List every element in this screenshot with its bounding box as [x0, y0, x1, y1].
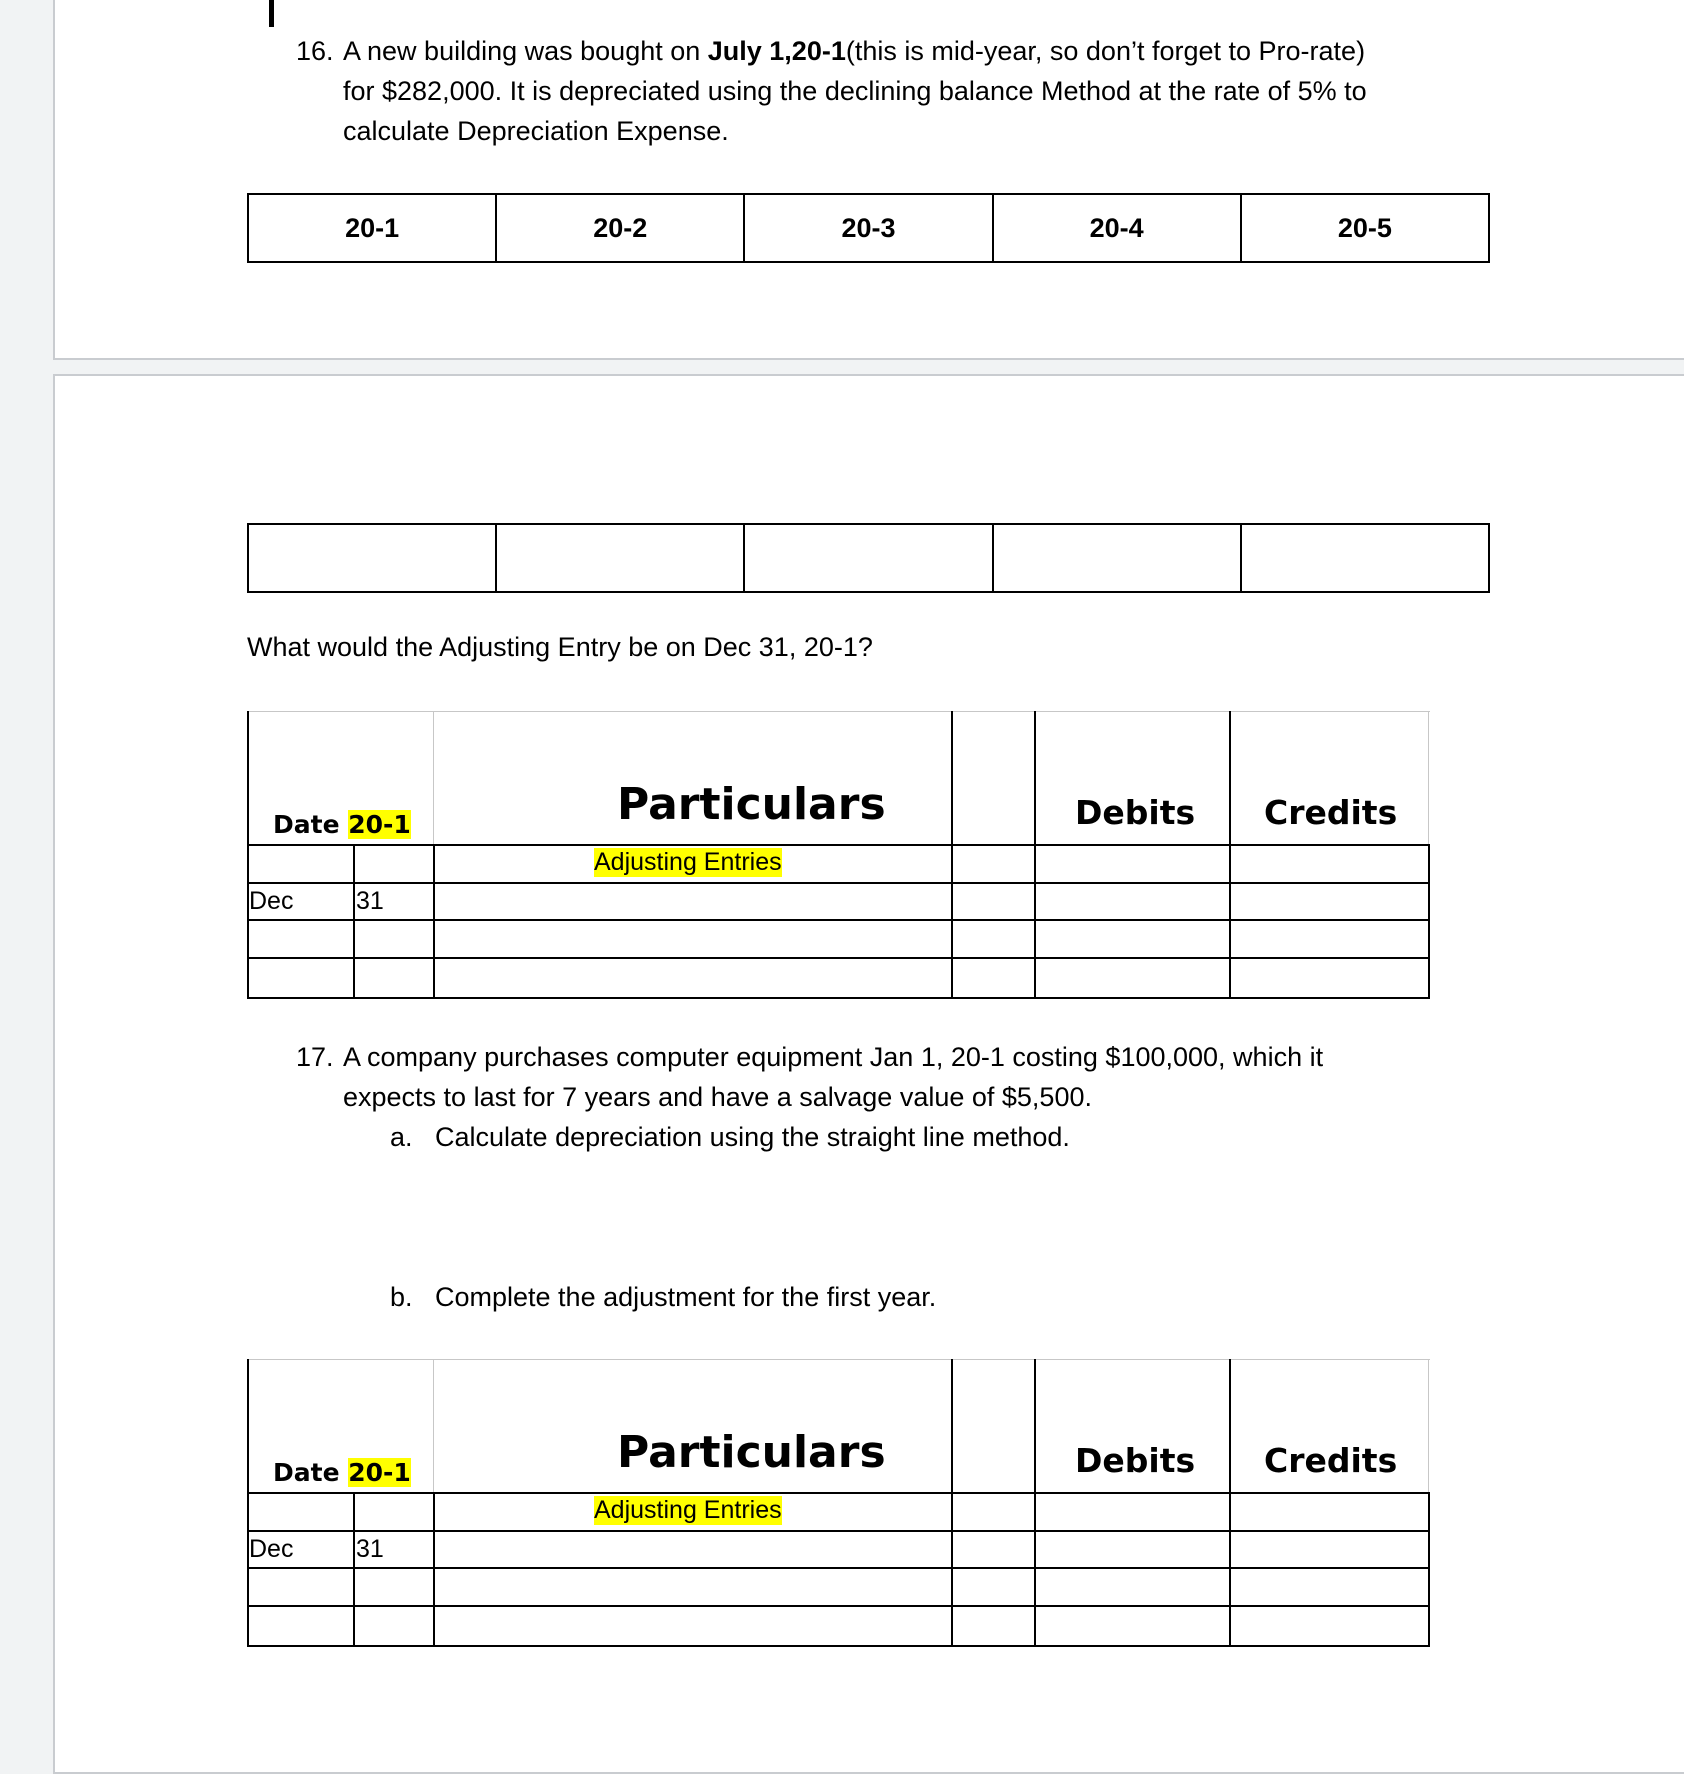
row-line	[247, 1645, 1430, 1647]
col-line	[433, 711, 434, 845]
row-line	[247, 919, 1430, 921]
answer-cell[interactable]	[496, 524, 744, 592]
q17-line1: A company purchases computer equipment Jan 1, 20-1 costing $100,000, which it	[343, 1042, 1324, 1072]
question-17	[296, 1037, 1496, 1197]
col-line	[247, 711, 249, 999]
row-line	[247, 1492, 1430, 1494]
col-line	[1428, 711, 1429, 845]
year-cell: 20-1	[248, 194, 496, 262]
answer-table	[247, 523, 1490, 593]
row-line	[247, 997, 1430, 999]
month-cell: Dec	[249, 1535, 294, 1563]
date-year: 20-1	[348, 810, 411, 839]
q16-line1-note: (this is mid-year, so don’t forget to Pro-rate)	[845, 36, 1366, 66]
row-line	[247, 1605, 1430, 1607]
question-number: 16.	[296, 36, 334, 66]
q17-part-a	[390, 1117, 1070, 1157]
journal-table	[247, 711, 1430, 999]
day-cell: 31	[356, 887, 384, 915]
year-cell: 20-5	[1241, 194, 1489, 262]
col-line	[247, 1359, 249, 1647]
col-line	[1428, 845, 1430, 999]
table-top-border	[247, 1359, 1430, 1360]
table-top-border	[247, 711, 1430, 712]
question-16	[296, 31, 1496, 151]
part-a-label: a.	[390, 1122, 413, 1152]
col-line	[951, 711, 953, 999]
date-label: Date	[273, 1458, 340, 1487]
year-cell: 20-3	[744, 194, 992, 262]
date-label: Date	[273, 810, 340, 839]
credits-header: Credits	[1264, 793, 1398, 832]
answer-cell[interactable]	[744, 524, 992, 592]
row-line	[247, 1567, 1430, 1569]
debits-header: Debits	[1075, 793, 1196, 832]
col-line	[1034, 711, 1036, 999]
q16-line2: for $282,000. It is depreciated using the declining balance Method at the rate of 5% to	[343, 76, 1367, 106]
col-line	[353, 1493, 355, 1647]
col-line	[951, 1359, 953, 1647]
month-cell: Dec	[249, 887, 294, 915]
q16-line1-text: A new building was bought on	[343, 36, 708, 66]
row-line	[247, 957, 1430, 959]
question-17-text	[343, 1037, 1323, 1117]
q16-line3: calculate Depreciation Expense.	[343, 116, 729, 146]
credits-header: Credits	[1264, 1441, 1398, 1480]
part-b-text: Complete the adjustment for the first year.	[435, 1282, 937, 1312]
col-line	[433, 845, 435, 999]
years-table	[247, 193, 1490, 263]
q16-bold-date: July 1,20-1	[707, 36, 846, 66]
col-line	[1229, 711, 1231, 999]
answer-cell[interactable]	[993, 524, 1241, 592]
answer-cell[interactable]	[1241, 524, 1489, 592]
date-header	[273, 1458, 411, 1487]
date-year: 20-1	[348, 1458, 411, 1487]
question-number: 17.	[296, 1042, 334, 1072]
year-cell: 20-2	[496, 194, 744, 262]
answer-cell[interactable]	[248, 524, 496, 592]
col-line	[1034, 1359, 1036, 1647]
col-line	[1428, 1359, 1429, 1493]
day-cell: 31	[356, 1535, 384, 1563]
journal-table	[247, 1359, 1430, 1647]
row-line	[247, 844, 1430, 846]
text-cursor	[269, 0, 274, 27]
row-line	[247, 1530, 1430, 1532]
col-line	[433, 1359, 434, 1493]
adjusting-entries-label: Adjusting Entries	[594, 1496, 782, 1524]
col-line	[433, 1493, 435, 1647]
date-header	[273, 810, 411, 839]
part-b-label: b.	[390, 1282, 413, 1312]
year-cell: 20-4	[993, 194, 1241, 262]
col-line	[353, 845, 355, 999]
adjusting-entry-prompt: What would the Adjusting Entry be on Dec 31, 20-1?	[247, 632, 873, 662]
q17-part-b	[390, 1277, 1290, 1317]
part-a-text: Calculate depreciation using the straight line method.	[435, 1122, 1070, 1152]
col-line	[1229, 1359, 1231, 1647]
question-16-text	[343, 31, 1367, 151]
particulars-header: Particulars	[617, 1427, 886, 1478]
adjusting-entries-label: Adjusting Entries	[594, 848, 782, 876]
row-line	[247, 882, 1430, 884]
col-line	[1428, 1493, 1430, 1647]
q17-line2: expects to last for 7 years and have a salvage value of $5,500.	[343, 1082, 1092, 1112]
particulars-header: Particulars	[617, 779, 886, 830]
debits-header: Debits	[1075, 1441, 1196, 1480]
